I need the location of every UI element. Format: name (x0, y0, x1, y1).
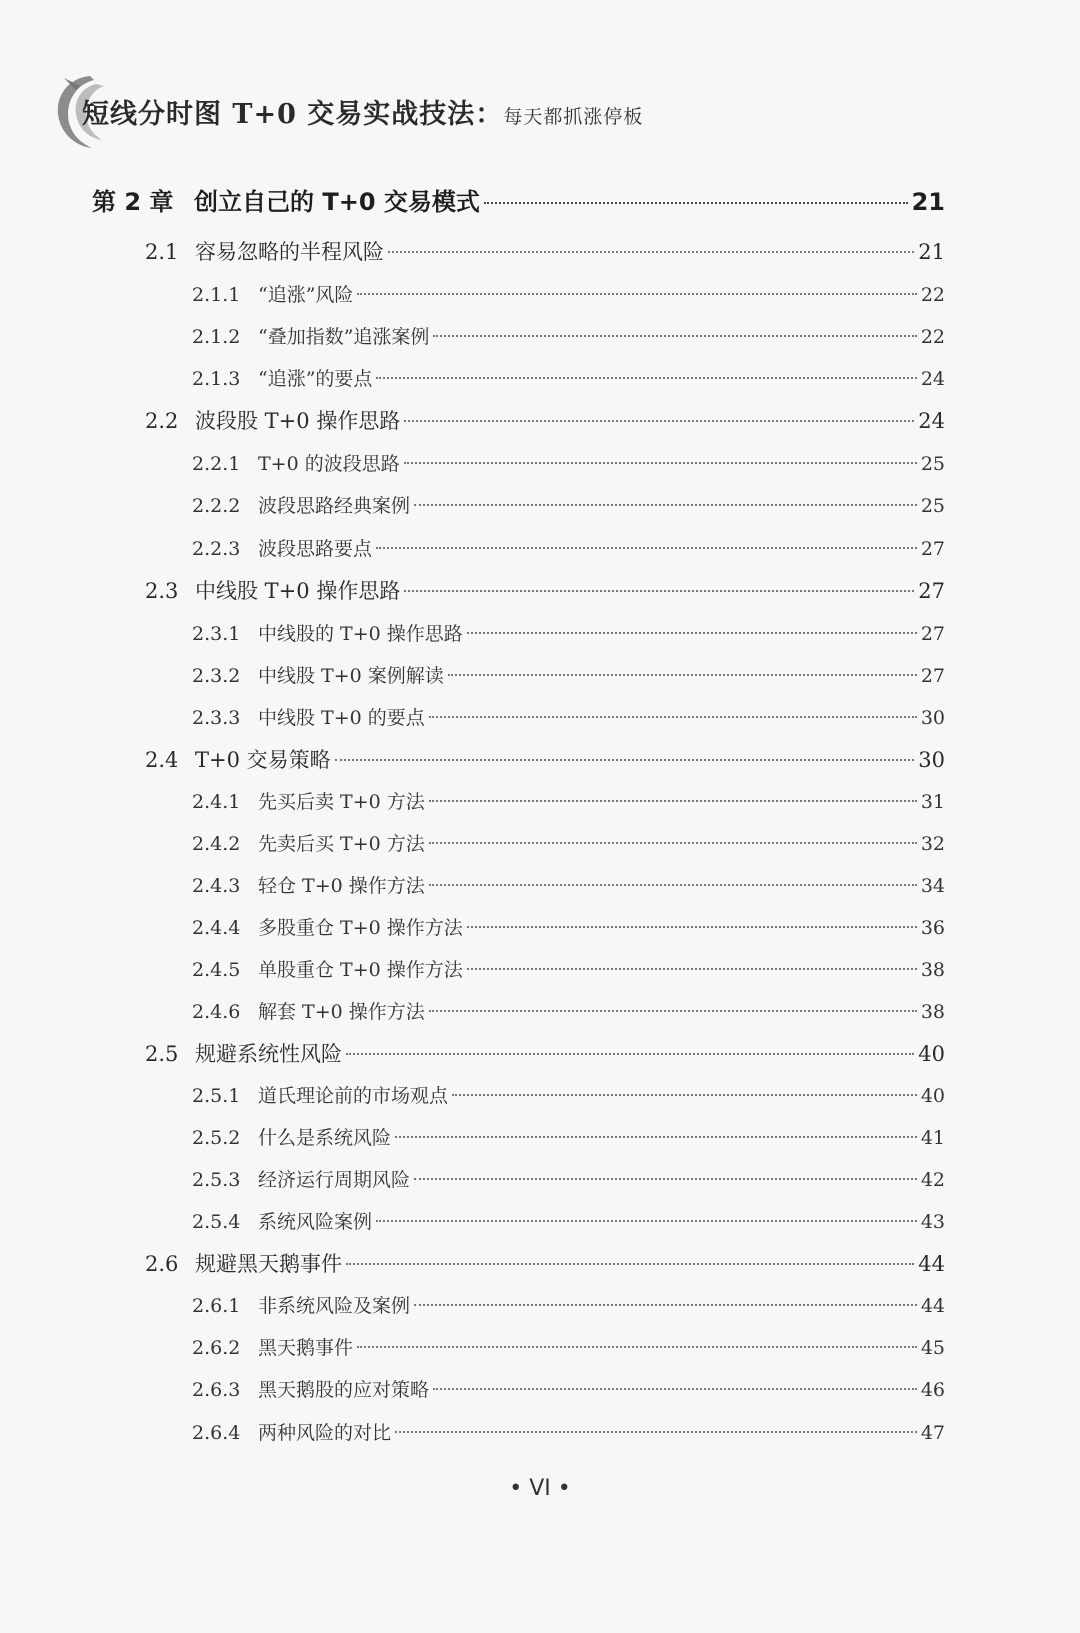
header-title-sub: 每天都抓涨停板 (503, 106, 644, 128)
toc-entry-number: 2.6.2 (192, 1337, 241, 1359)
dot-leader (346, 1053, 914, 1055)
toc-entry-number: 2.4.1 (192, 791, 241, 813)
toc-entry-number: 2.1.1 (192, 284, 241, 306)
toc-entry-page: 44 (920, 1295, 945, 1317)
toc-entry-number: 2.2.1 (192, 453, 241, 475)
toc-entry-number: 2.6.1 (192, 1295, 241, 1317)
toc-entry-number: 2.5.2 (192, 1127, 241, 1149)
toc-entry-number: 2.4.3 (192, 875, 241, 897)
toc-entry-number: 2.5.1 (192, 1085, 241, 1107)
toc-entry-page: 27 (920, 665, 945, 687)
toc-entry-title: 容易忽略的半程风险 (195, 240, 384, 264)
toc-entry-title: 多股重仓 T+0 操作方法 (258, 917, 463, 939)
dot-leader (335, 759, 915, 761)
toc-entry-title: 解套 T+0 操作方法 (258, 1001, 425, 1023)
toc-entry-title: 系统风险案例 (258, 1211, 373, 1233)
toc-entry-page: 47 (920, 1422, 945, 1444)
dot-leader (414, 1304, 917, 1306)
toc-entry-sub (192, 619, 945, 646)
toc-entry-number: 2.5.4 (192, 1211, 241, 1233)
toc-entry-number: 2.6 (145, 1252, 179, 1276)
toc-entry-page: 27 (918, 579, 945, 603)
toc-entry-title: 先买后卖 T+0 方法 (258, 791, 425, 813)
toc-entry-title: 黑天鹅股的应对策略 (258, 1379, 430, 1401)
dot-leader (452, 1094, 917, 1096)
toc-entry-number: 2.2.3 (192, 538, 241, 560)
toc-entry-number: 2.1 (145, 240, 179, 264)
toc-entry-page: 36 (920, 917, 945, 939)
toc-entry-page: 25 (920, 453, 945, 475)
toc-entry-title: 两种风险的对比 (258, 1422, 392, 1444)
toc-entry-sub (192, 787, 945, 814)
toc-entry-title: 先卖后买 T+0 方法 (258, 833, 425, 855)
toc-entry-page: 22 (920, 284, 945, 306)
toc-entry-title: 中线股 T+0 操作思路 (195, 579, 401, 603)
dot-leader (388, 251, 914, 253)
toc-entry-page: 22 (920, 326, 945, 348)
toc-entry-title: 创立自己的 T+0 交易模式 (194, 188, 480, 216)
dot-leader (357, 1346, 917, 1348)
toc-entry-title: 中线股的 T+0 操作思路 (258, 623, 463, 645)
toc-entry-page: 21 (911, 188, 945, 216)
toc-entry-number: 2.4 (145, 748, 179, 772)
dot-leader (376, 377, 916, 379)
toc-entry-number: 2.4.5 (192, 959, 241, 981)
toc-entry-title: 什么是系统风险 (258, 1127, 392, 1149)
toc-entry-sub (192, 1165, 945, 1192)
toc-entry-title: 轻仓 T+0 操作方法 (258, 875, 425, 897)
toc-entry-page: 46 (920, 1379, 945, 1401)
toc-entry-sub (192, 491, 945, 518)
dot-leader (429, 800, 917, 802)
toc-entry-sub (192, 913, 945, 940)
toc-entry-title: 经济运行周期风险 (258, 1169, 411, 1191)
toc-entry-sub (192, 955, 945, 982)
dot-leader (404, 420, 914, 422)
dot-leader (429, 1010, 917, 1012)
toc-entry-page: 44 (918, 1252, 945, 1276)
toc-entry-sub (192, 322, 945, 349)
toc-entry-chapter (92, 182, 945, 217)
toc-entry-number: 2.3.3 (192, 707, 241, 729)
toc-entry-number: 2.2 (145, 409, 179, 433)
toc-entry-page: 34 (920, 875, 945, 897)
toc-entry-sub (192, 1418, 945, 1445)
toc-entry-title: T+0 交易策略 (195, 748, 331, 772)
toc-entry-sub (192, 997, 945, 1024)
toc-entry-sub (192, 871, 945, 898)
dot-leader (433, 1388, 917, 1390)
toc-entry-title: “追涨”的要点 (258, 368, 373, 390)
toc-entry-sub (192, 1081, 945, 1108)
toc-entry-page: 42 (920, 1169, 945, 1191)
toc-entry-title: 单股重仓 T+0 操作方法 (258, 959, 463, 981)
toc-entry-section (145, 236, 945, 266)
toc-entry-sub (192, 703, 945, 730)
toc-entry-title: 规避系统性风险 (195, 1042, 342, 1066)
toc-entry-sub (192, 829, 945, 856)
toc-entry-page: 31 (920, 791, 945, 813)
toc-entry-sub (192, 1333, 945, 1360)
toc-entry-number: 2.5 (145, 1042, 179, 1066)
toc-entry-number: 2.1.3 (192, 368, 241, 390)
dot-leader (484, 202, 908, 204)
toc-entry-sub (192, 1375, 945, 1402)
toc-entry-sub (192, 1123, 945, 1150)
toc-entry-page: 21 (918, 240, 945, 264)
toc-entry-number: 2.3.1 (192, 623, 241, 645)
toc-entry-page: 41 (920, 1127, 945, 1149)
dot-leader (467, 968, 917, 970)
dot-leader (467, 632, 917, 634)
toc-entry-page: 30 (920, 707, 945, 729)
toc-entry-number: 2.5.3 (192, 1169, 241, 1191)
toc-entry-page: 40 (918, 1042, 945, 1066)
toc-entry-number: 2.2.2 (192, 495, 241, 517)
toc-entry-sub (192, 280, 945, 307)
toc-entry-section (145, 405, 945, 435)
toc-entry-page: 24 (920, 368, 945, 390)
dot-leader (376, 1220, 917, 1222)
toc-entry-title: 黑天鹅事件 (258, 1337, 354, 1359)
toc-entry-title: 规避黑天鹅事件 (195, 1252, 342, 1276)
dot-leader (429, 884, 917, 886)
dot-leader (404, 462, 917, 464)
toc-entry-page: 27 (920, 538, 945, 560)
toc-entry-title: 中线股 T+0 案例解读 (258, 665, 444, 687)
toc-entry-title: “追涨”风险 (258, 284, 354, 306)
toc-entry-number: 2.6.3 (192, 1379, 241, 1401)
toc-entry-number: 2.3 (145, 579, 179, 603)
dot-leader (404, 590, 914, 592)
toc-entry-title: “叠加指数”追涨案例 (258, 326, 430, 348)
toc-entry-number: 2.4.4 (192, 917, 241, 939)
toc-entry-title: 波段思路经典案例 (258, 495, 411, 517)
dot-leader (433, 335, 916, 337)
toc-entry-title: 波段思路要点 (258, 538, 373, 560)
toc-entry-sub (192, 449, 945, 476)
page-number: • VI • (509, 1476, 571, 1501)
toc-entry-page: 45 (920, 1337, 945, 1359)
toc-entry-title: 波段股 T+0 操作思路 (195, 409, 401, 433)
running-header (50, 70, 750, 160)
toc-entry-sub (192, 364, 945, 391)
toc-entry-page: 32 (920, 833, 945, 855)
toc-entry-page: 38 (920, 959, 945, 981)
header-title-main: 短线分时图 T+0 交易实战技法： (82, 99, 504, 130)
toc-entry-section (145, 1038, 945, 1068)
toc-entry-page: 27 (920, 623, 945, 645)
toc-entry-number: 2.3.2 (192, 665, 241, 687)
toc-entry-number: 第 2 章 (92, 188, 174, 216)
toc-entry-sub (192, 1207, 945, 1234)
dot-leader (395, 1136, 917, 1138)
toc-entry-section (145, 575, 945, 605)
toc-entry-number: 2.1.2 (192, 326, 241, 348)
toc-entry-number: 2.6.4 (192, 1422, 241, 1444)
toc-entry-page: 43 (920, 1211, 945, 1233)
header-title (82, 92, 643, 131)
toc-entry-title: 非系统风险及案例 (258, 1295, 411, 1317)
dot-leader (414, 504, 917, 506)
dot-leader (429, 716, 917, 718)
toc-entry-number: 2.4.2 (192, 833, 241, 855)
toc-entry-page: 40 (920, 1085, 945, 1107)
toc-entry-section (145, 1248, 945, 1278)
toc-entry-page: 30 (918, 748, 945, 772)
toc-entry-title: 道氏理论前的市场观点 (258, 1085, 449, 1107)
dot-leader (376, 547, 917, 549)
toc-entry-sub (192, 661, 945, 688)
toc-entry-number: 2.4.6 (192, 1001, 241, 1023)
toc-entry-page: 38 (920, 1001, 945, 1023)
toc-entry-title: 中线股 T+0 的要点 (258, 707, 425, 729)
dot-leader (357, 293, 916, 295)
toc-entry-page: 24 (918, 409, 945, 433)
dot-leader (467, 926, 917, 928)
dot-leader (429, 842, 917, 844)
dot-leader (414, 1178, 917, 1180)
dot-leader (395, 1431, 917, 1433)
toc-entry-sub (192, 534, 945, 561)
toc-entry-title: T+0 的波段思路 (258, 453, 400, 475)
dot-leader (448, 674, 917, 676)
toc-entry-page: 25 (920, 495, 945, 517)
toc-entry-section (145, 744, 945, 774)
dot-leader (346, 1263, 914, 1265)
toc-entry-sub (192, 1291, 945, 1318)
